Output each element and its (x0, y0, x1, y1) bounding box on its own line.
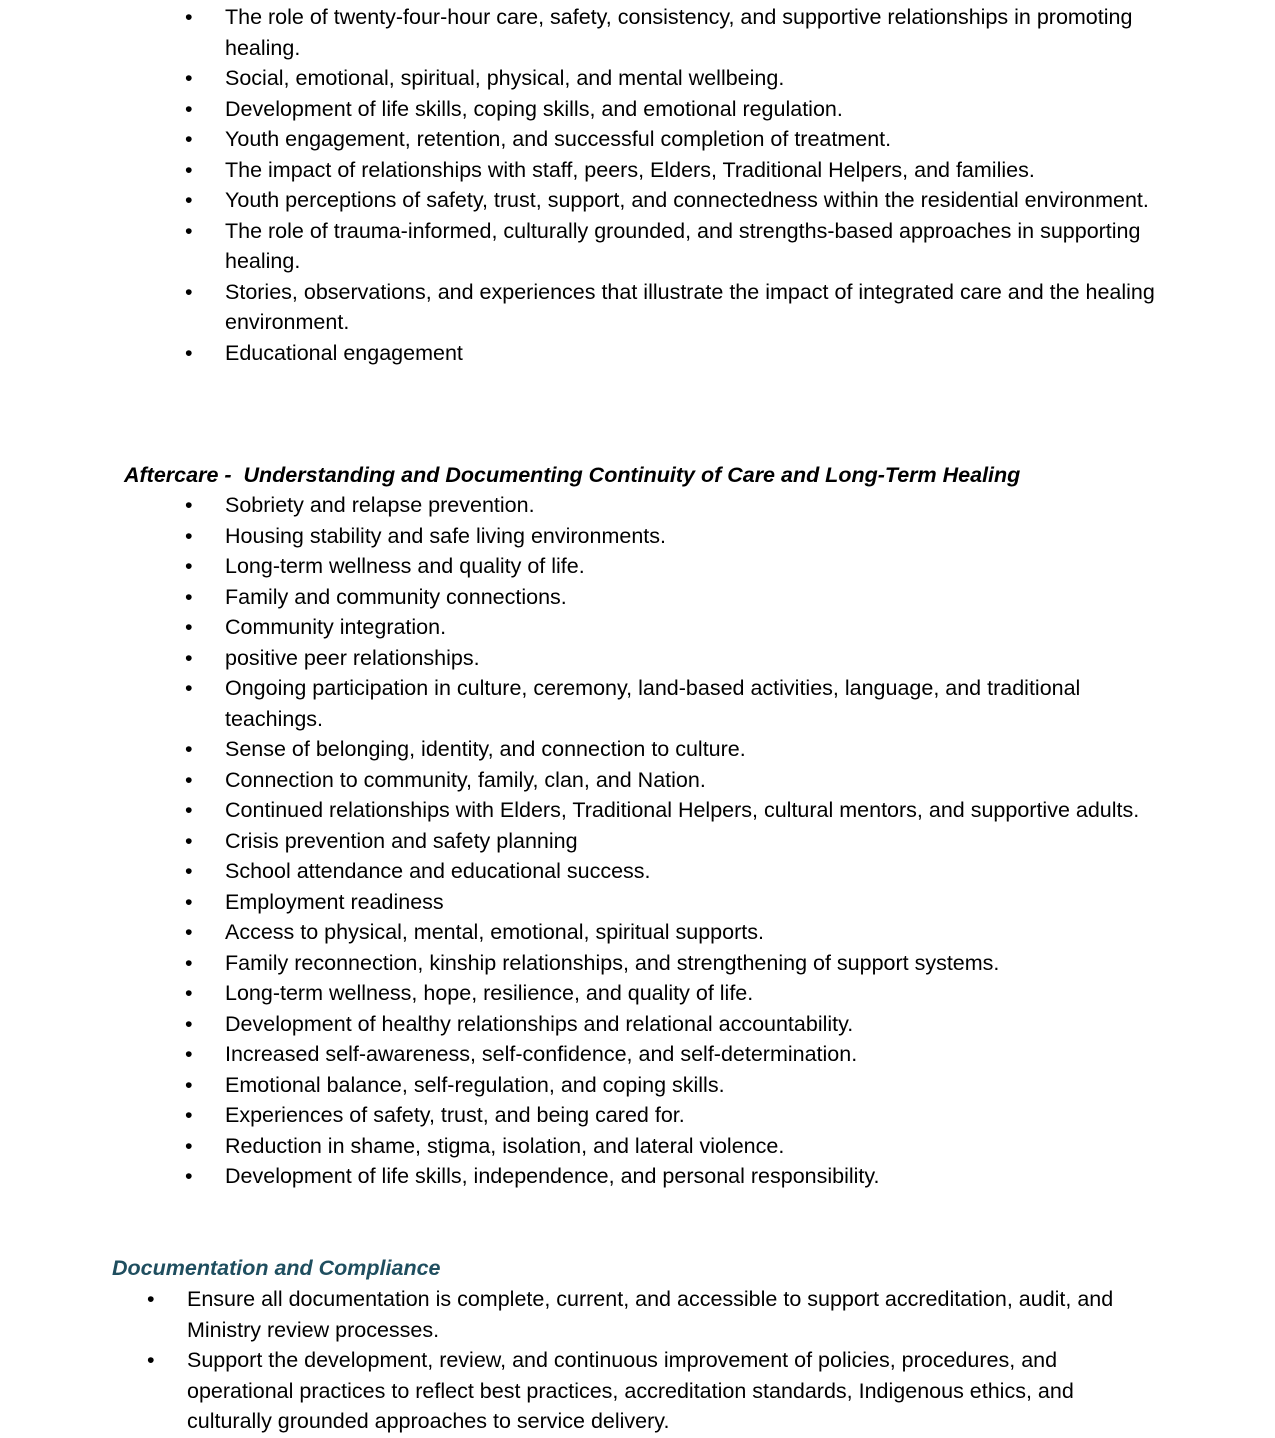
bullet-icon: • (147, 1287, 155, 1311)
list-item-text: Increased self-awareness, self-confidence, and self-determination. (225, 1042, 858, 1066)
list-item-text: Support the development, review, and continuous improvement of policies, procedures, and operational practices to reflect best practices, accreditation standards, Indigenous ethics, and culturally grounded approaches to service delivery. (187, 1348, 1074, 1433)
bullet-icon: • (185, 188, 193, 212)
bullet-icon: • (185, 66, 193, 90)
documentation-list (147, 1284, 1152, 1437)
list-item (185, 643, 1160, 674)
list-item-text: Continued relationships with Elders, Traditional Helpers, cultural mentors, and supportive adults. (225, 798, 1140, 822)
bullet-icon: • (185, 1133, 193, 1158)
list-item (185, 277, 1160, 338)
list-item (185, 2, 1160, 63)
bullet-icon: • (185, 737, 193, 761)
list-item (185, 582, 1160, 613)
list-item (185, 521, 1160, 552)
bullet-icon: • (185, 1103, 193, 1127)
bullet-icon: • (185, 1042, 193, 1066)
bullet-icon: • (185, 615, 193, 639)
list-item (185, 826, 1160, 857)
bullet-icon: • (185, 554, 193, 578)
bullet-icon: • (185, 1072, 193, 1097)
bullet-icon: • (185, 981, 193, 1005)
list-item-text: Access to physical, mental, emotional, spiritual supports. (225, 920, 764, 944)
bullet-icon: • (185, 5, 193, 29)
list-item-text: Development of life skills, coping skills, and emotional regulation. (225, 96, 843, 121)
list-item (185, 1070, 1160, 1101)
list-item (185, 1161, 1160, 1192)
list-item (185, 734, 1160, 765)
list-item-text: Development of life skills, independence, and personal responsibility. (225, 1164, 880, 1188)
list-item (185, 63, 1160, 94)
bullet-icon: • (185, 645, 193, 670)
list-item (185, 978, 1160, 1009)
bullet-icon: • (185, 157, 193, 182)
list-item-text: Crisis prevention and safety planning (225, 828, 578, 853)
bullet-icon: • (147, 1348, 155, 1372)
list-item (185, 338, 1160, 369)
list-item-text: Sobriety and relapse prevention. (225, 493, 535, 517)
list-item (185, 124, 1160, 155)
bullet-icon: • (185, 279, 193, 304)
list-item-text: Community integration. (225, 615, 447, 639)
list-item-text: The impact of relationships with staff, peers, Elders, Traditional Helpers, and families. (225, 157, 1035, 182)
documentation-heading: Documentation and Compliance (112, 1256, 441, 1280)
list-item-text: Reduction in shame, stigma, isolation, and lateral violence. (225, 1133, 785, 1158)
list-item (185, 856, 1160, 887)
list-item (185, 673, 1160, 734)
list-item (185, 551, 1160, 582)
list-item (185, 1100, 1160, 1131)
list-item-text: Ensure all documentation is complete, current, and accessible to support accreditation, audit, and Ministry review processes. (187, 1287, 1114, 1342)
list-item-text: Development of healthy relationships and relational accountability. (225, 1011, 854, 1036)
bullet-icon: • (185, 96, 193, 121)
bullet-icon: • (185, 889, 193, 914)
list-item (185, 1009, 1160, 1040)
bullet-icon: • (185, 767, 193, 792)
list-item-text: Sense of belonging, identity, and connection to culture. (225, 737, 746, 761)
list-item-text: Family reconnection, kinship relationships, and strengthening of support systems. (225, 950, 1000, 975)
bullet-icon: • (185, 218, 193, 243)
list-item-text: Educational engagement (225, 340, 463, 365)
list-item (185, 612, 1160, 643)
list-item-text: Long-term wellness, hope, resilience, and quality of life. (225, 981, 754, 1005)
list-item-text: Connection to community, family, clan, and Nation. (225, 767, 706, 792)
list-item (185, 948, 1160, 979)
list-item-text: Housing stability and safe living environments. (225, 523, 666, 548)
bullet-icon: • (185, 340, 193, 365)
list-item (185, 887, 1160, 918)
list-item (147, 1345, 1152, 1437)
bullet-icon: • (185, 950, 193, 975)
healing-environment-list (185, 2, 1160, 368)
list-item-text: The role of trauma-informed, culturally grounded, and strengths-based approaches in supporting healing. (225, 218, 1141, 273)
bullet-icon: • (185, 828, 193, 853)
bullet-icon: • (185, 798, 193, 822)
list-item (147, 1284, 1152, 1345)
list-item (185, 155, 1160, 186)
list-item-text: Ongoing participation in culture, ceremony, land-based activities, language, and traditional teachings. (225, 676, 1081, 731)
list-item-text: Family and community connections. (225, 584, 567, 609)
bullet-icon: • (185, 1011, 193, 1036)
list-item-text: Employment readiness (225, 889, 444, 914)
bullet-icon: • (185, 1164, 193, 1188)
list-item-text: The role of twenty-four-hour care, safety, consistency, and supportive relationships in promoting healing. (225, 5, 1133, 60)
list-item-text: Stories, observations, and experiences that illustrate the impact of integrated care and the healing environment. (225, 279, 1155, 334)
list-item-text: positive peer relationships. (225, 645, 480, 670)
bullet-icon: • (185, 127, 193, 151)
list-item-text: Experiences of safety, trust, and being cared for. (225, 1103, 685, 1127)
list-item-text: School attendance and educational success. (225, 859, 651, 883)
list-item-text: Social, emotional, spiritual, physical, and mental wellbeing. (225, 66, 785, 90)
aftercare-heading: Aftercare - Understanding and Documenting Continuity of Care and Long-Term Healing (124, 463, 1021, 487)
list-item-text: Youth perceptions of safety, trust, support, and connectedness within the residential environment. (225, 188, 1149, 212)
bullet-icon: • (185, 920, 193, 944)
bullet-icon: • (185, 493, 193, 517)
list-item-text: Long-term wellness and quality of life. (225, 554, 585, 578)
bullet-icon: • (185, 523, 193, 548)
list-item (185, 917, 1160, 948)
list-item (185, 185, 1160, 216)
list-item-text: Youth engagement, retention, and successful completion of treatment. (225, 127, 892, 151)
list-item-text: Emotional balance, self-regulation, and coping skills. (225, 1072, 725, 1097)
bullet-icon: • (185, 584, 193, 609)
bullet-icon: • (185, 676, 193, 700)
list-item (185, 490, 1160, 521)
list-item (185, 1131, 1160, 1162)
list-item (185, 765, 1160, 796)
list-item (185, 216, 1160, 277)
bullet-icon: • (185, 859, 193, 883)
list-item (185, 1039, 1160, 1070)
list-item (185, 795, 1160, 826)
aftercare-list (185, 490, 1160, 1192)
list-item (185, 94, 1160, 125)
